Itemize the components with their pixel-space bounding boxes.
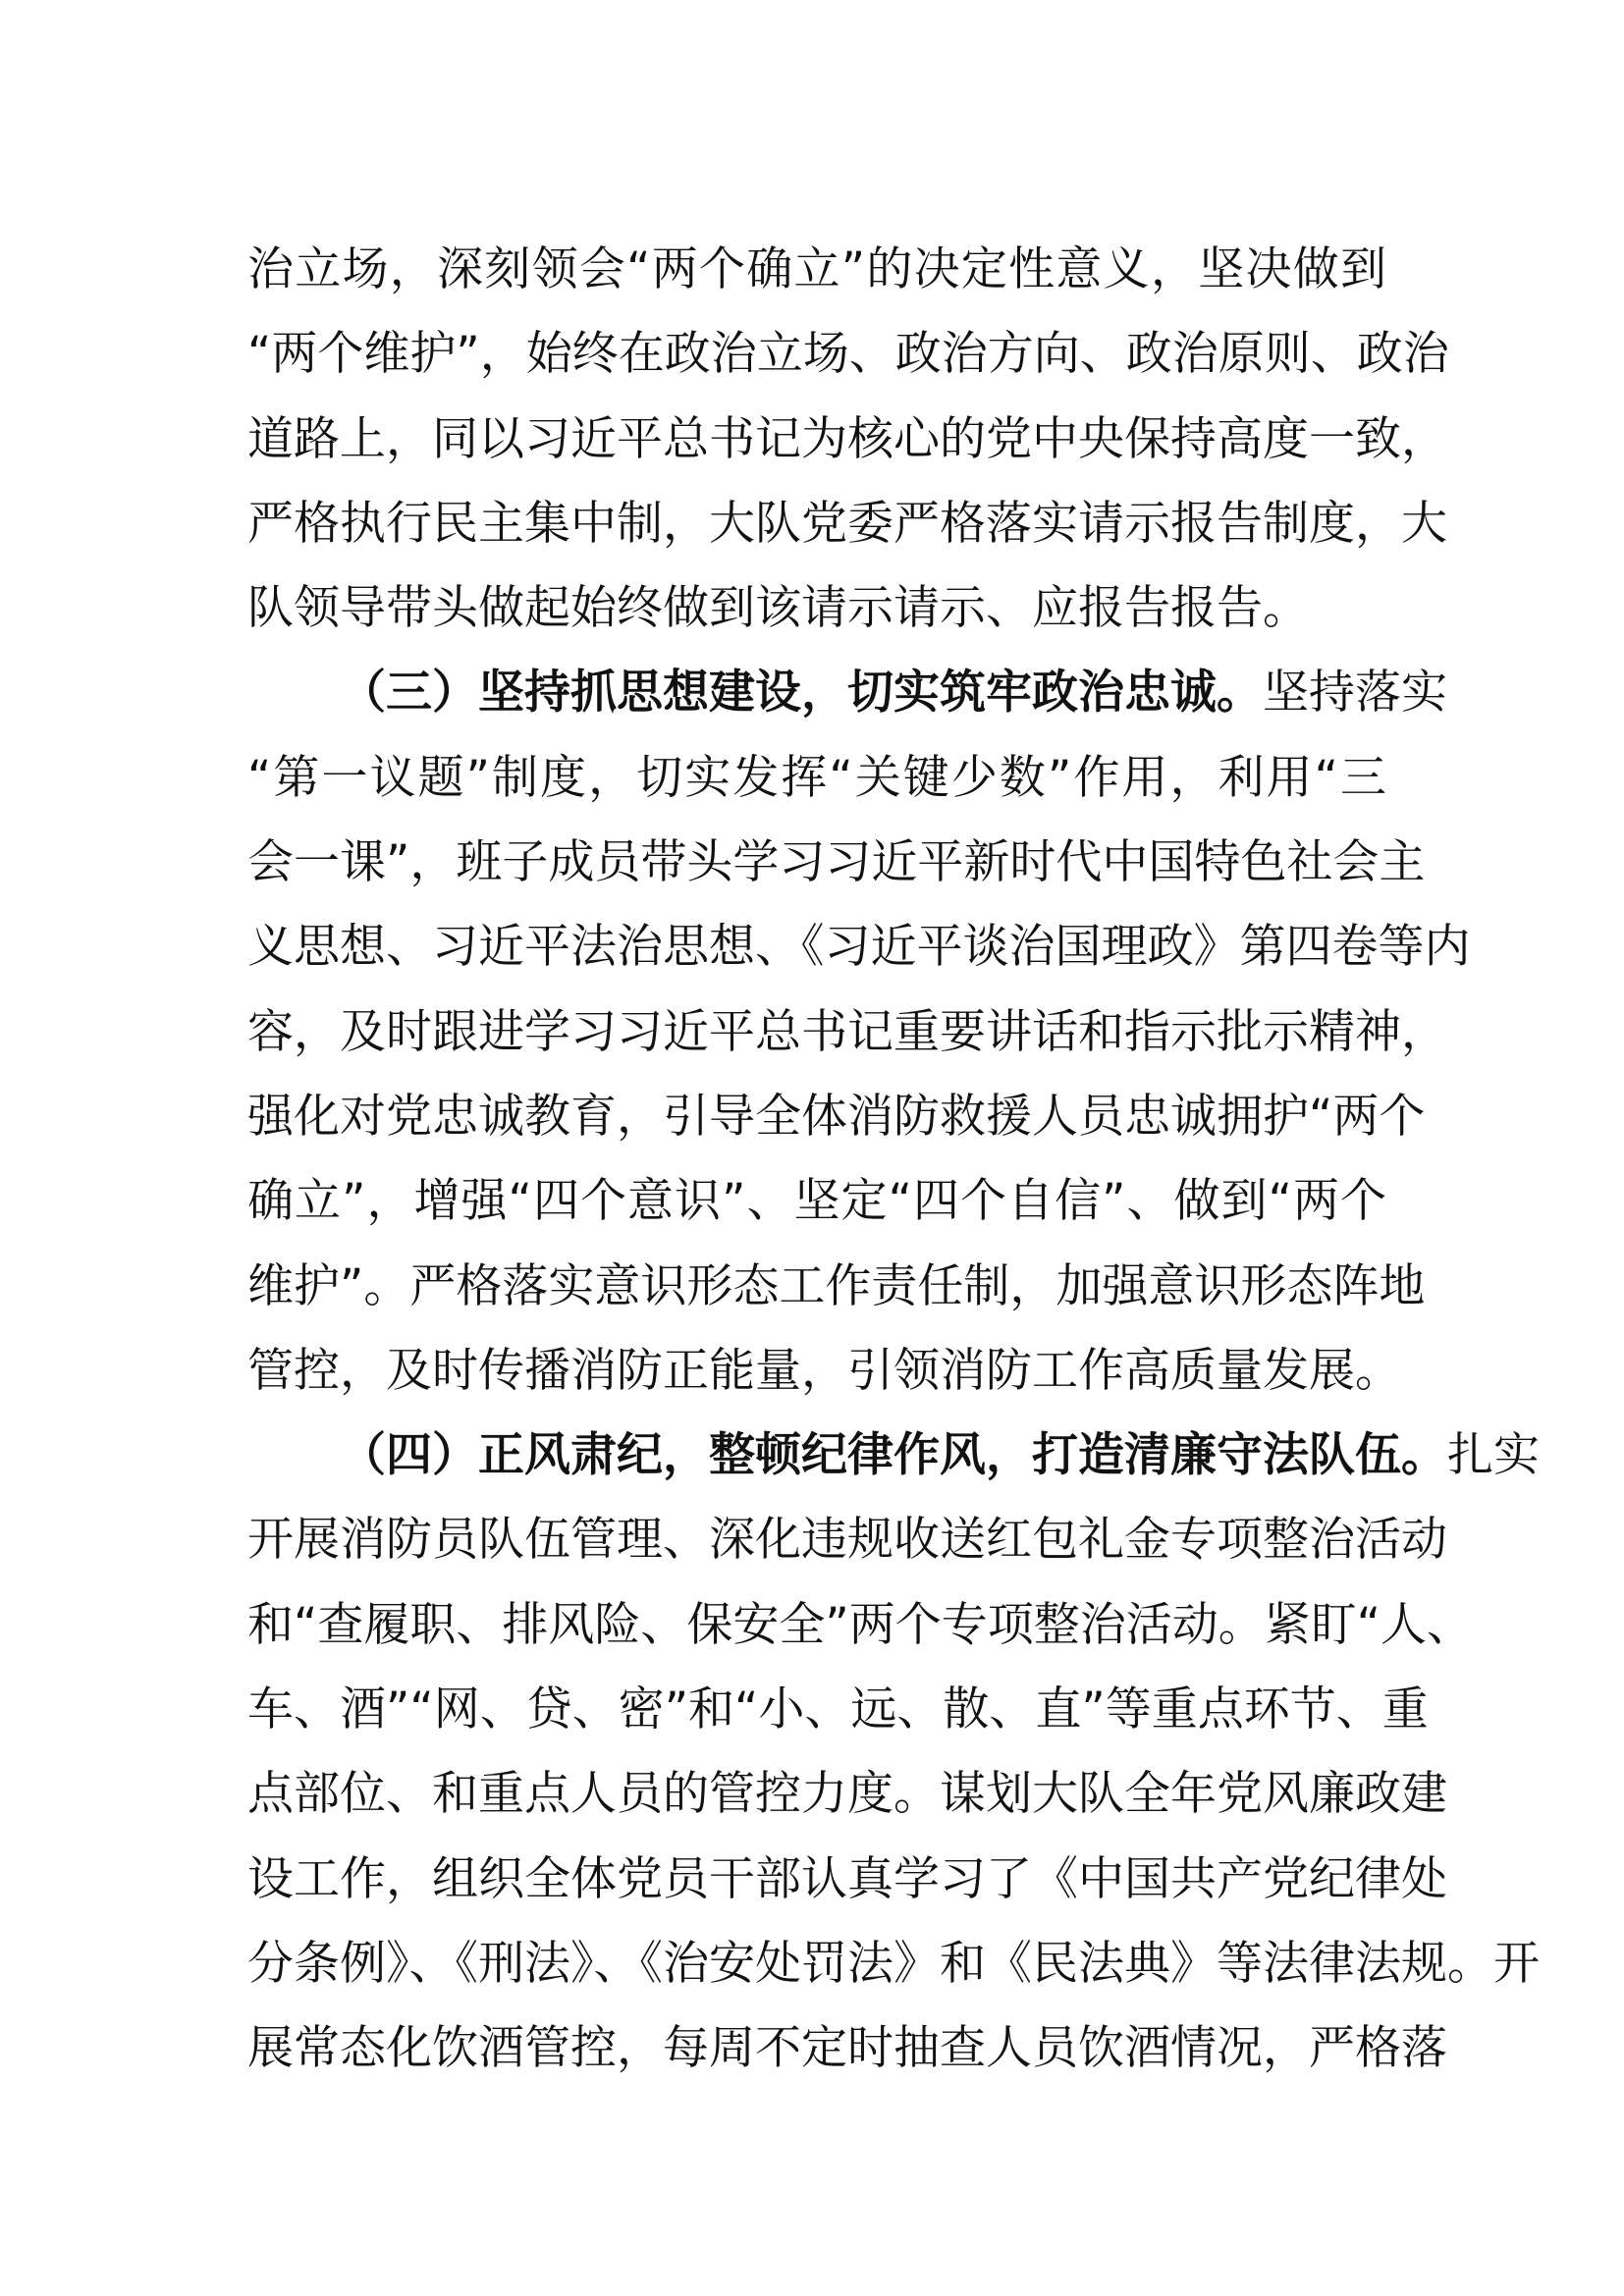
text-line bbox=[247, 651, 1447, 735]
text-line: 开展消防员队伍管理、深化违规收送红包礼金专项整治活动 bbox=[247, 1513, 1447, 1568]
text-line: 展常态化饮酒管控，每周不定时抽查人员饮酒情况，严格落 bbox=[247, 2021, 1447, 2076]
text-line: 设工作，组织全体党员干部认真学习了《中国共产党纪律处 bbox=[247, 1851, 1447, 1906]
text-line: 分条例》、《刑法》、《治安处罚法》和《民法典》等法律法规。开 bbox=[247, 1936, 1540, 1991]
paragraph-discipline bbox=[247, 1414, 1540, 2091]
text-line: 容，及时跟进学习习近平总书记重要讲话和指示批示精神， bbox=[247, 1004, 1447, 1059]
paragraph-political-stance bbox=[247, 228, 1449, 651]
text-run: 扎实 bbox=[1447, 1428, 1540, 1483]
section-heading: （四）正风肃纪，整顿纪律作风，打造清廉守法队伍。 bbox=[340, 1428, 1447, 1483]
text-line: 维护”。严格落实意识形态工作责任制，加强意识形态阵地 bbox=[247, 1258, 1426, 1313]
text-line: 管控，及时传播消防正能量，引领消防工作高质量发展。 bbox=[247, 1343, 1401, 1398]
text-line: 严格执行民主集中制，大队党委严格落实请示报告制度，大 bbox=[247, 496, 1447, 551]
text-line: 义思想、习近平法治思想、《习近平谈治国理政》第四卷等内 bbox=[247, 920, 1471, 975]
text-line: 确立”，增强“四个意识”、坚定“四个自信”、做到“两个 bbox=[247, 1174, 1386, 1229]
text-line: 会一课”，班子成员带头学习习近平新时代中国特色社会主 bbox=[247, 835, 1426, 890]
section-heading: （三）坚持抓思想建设，切实筑牢政治忠诚。 bbox=[340, 666, 1263, 721]
text-line: “第一议题”制度，切实发挥“关键少数”作用，利用“三 bbox=[247, 750, 1386, 805]
text-line: 道路上，同以习近平总书记为核心的党中央保持高度一致， bbox=[247, 411, 1447, 466]
text-line bbox=[247, 1414, 1540, 1498]
text-line: 队领导带头做起始终做到该请示请示、应报告报告。 bbox=[247, 581, 1309, 636]
document-page bbox=[247, 228, 1540, 2092]
text-line: 治立场，深刻领会“两个确立”的决定性意义，坚决做到 bbox=[247, 242, 1386, 296]
text-run: 坚持落实 bbox=[1263, 666, 1447, 721]
text-line: 车、酒”“网、贷、密”和“小、远、散、直”等重点环节、重 bbox=[247, 1682, 1429, 1737]
text-line: 强化对党忠诚教育，引导全体消防救援人员忠诚拥护“两个 bbox=[247, 1089, 1426, 1144]
paragraph-ideological-building bbox=[247, 651, 1471, 1414]
text-line: “两个维护”，始终在政治立场、政治方向、政治原则、政治 bbox=[247, 327, 1449, 382]
text-line: 点部位、和重点人员的管控力度。谋划大队全年党风廉政建 bbox=[247, 1767, 1447, 1822]
text-line: 和“查履职、排风险、保安全”两个专项整治活动。紧盯“人、 bbox=[247, 1597, 1474, 1652]
